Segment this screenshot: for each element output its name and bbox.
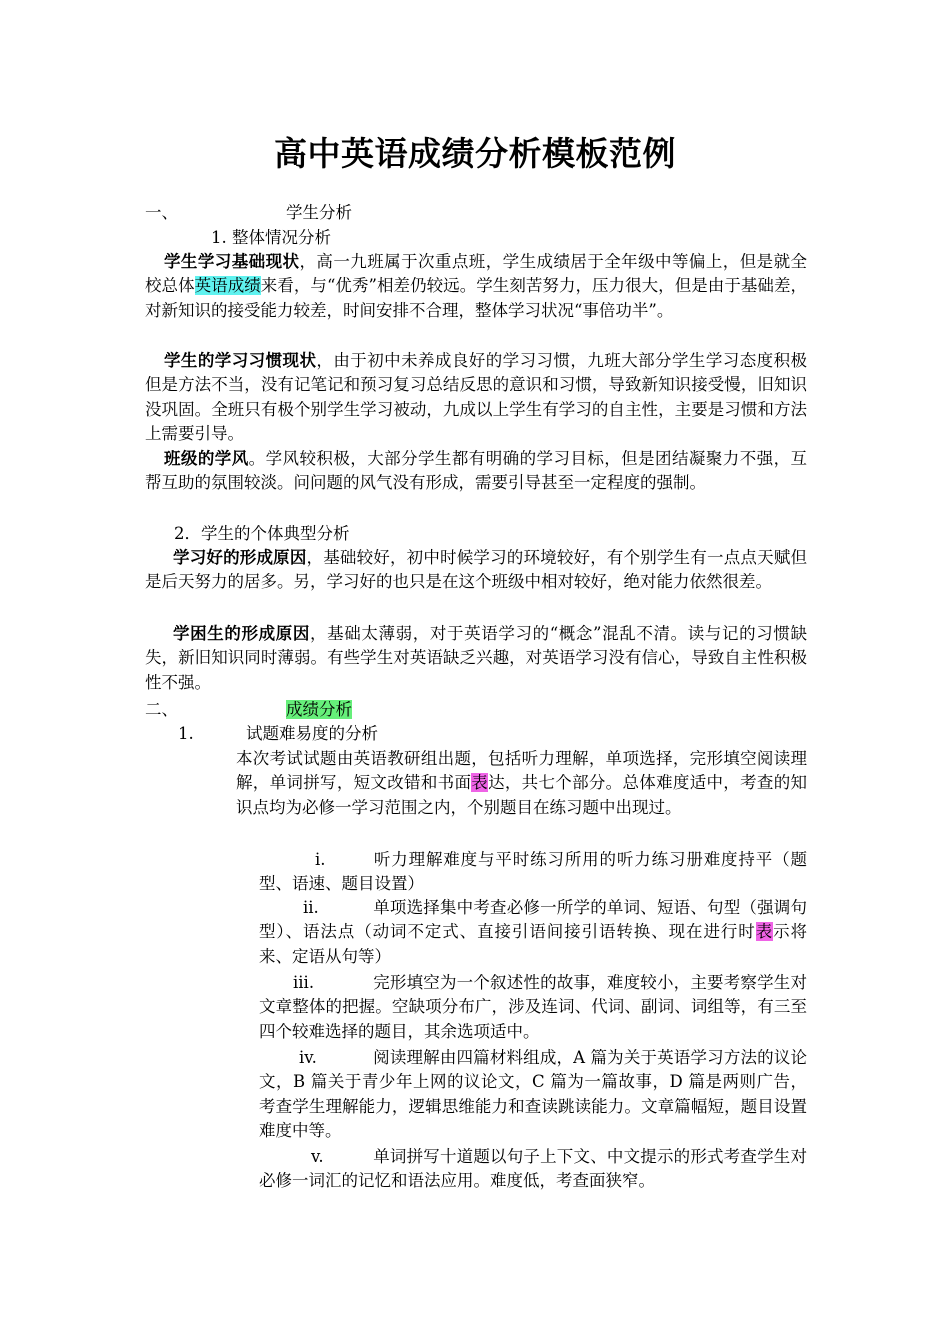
- section-2-sub-1-label: 试题难易度的分析: [246, 724, 378, 743]
- document-title: 高中英语成绩分析模板范例: [274, 134, 676, 173]
- paragraph-class-atmosphere: 班级的学风。学风较积极，大部分学生都有明确的学习目标，但是团结凝聚力不强，互帮互助的氛围较淡。问问题的风气没有形成，需要引导甚至一定程度的强制。: [145, 449, 808, 493]
- lead-class-atmosphere: 班级的学风: [164, 449, 249, 468]
- paragraph-exam-intro: 本次考试试题由英语教研组出题，包括听力理解，单项选择，完形填空阅读理解，单词拼写，短文改错和书面表达，共七个部分。总体难度适中，考查的知识点均为必修一学习范围之内，个别题目在练习题中出现过。: [236, 749, 808, 817]
- section-2-heading: 成绩分析: [286, 700, 352, 719]
- section-1-sub-1-label: 1. 整体情况分析: [211, 228, 331, 247]
- list-item-spelling: v. 单词拼写十道题以句子上下文、中文提示的形式考查学生对必修一词汇的记忆和语法应用。难度低，考查面狭窄。: [259, 1147, 807, 1191]
- section-2-sub-1-number: 1.: [178, 724, 194, 743]
- lead-struggling-students: 学困生的形成原因: [173, 624, 310, 643]
- paragraph-basis-status: 学生学习基础现状，高一九班属于次重点班，学生成绩居于全年级中等偏上，但是就全校总体英语成绩来看，与“优秀”相差仍较远。学生刻苦努力，压力很大，但是由于基础差，对新知识的接受能力较差，时间安排不合理，整体学习状况“事倍功半”。: [145, 252, 808, 320]
- lead-good-students: 学习好的形成原因: [173, 548, 307, 567]
- lead-study-habits: 学生的学习习惯现状: [164, 351, 317, 370]
- paragraph-good-students: 学习好的形成原因，基础较好，初中时候学习的环境较好，有个别学生有一点点天赋但是后天努力的居多。另，学习好的也只是在这个班级中相对较好，绝对能力依然很差。: [145, 548, 808, 592]
- paragraph-study-habits: 学生的学习习惯现状，由于初中未养成良好的学习习惯，九班大部分学生学习态度积极但是方法不当，没有记笔记和预习复习总结反思的意识和习惯，导致新知识接受慢，旧知识没巩固。全班只有极个别学生学习被动，九成以上学生有学习的自主性，主要是习惯和方法上需要引导。: [145, 351, 808, 444]
- highlight-english-score: 英语成绩: [194, 276, 261, 296]
- paragraph-struggling-students: 学困生的形成原因，基础太薄弱，对于英语学习的“概念”混乱不清。读与记的习惯缺失，新旧知识同时薄弱。有些学生对英语缺乏兴趣，对英语学习没有信心，导致自主性积极性不强。: [145, 624, 807, 692]
- list-item-reading: iv. 阅读理解由四篇材料组成，A 篇为关于英语学习方法的议论文，B 篇关于青少年上网的议论文，C 篇为一篇故事，D 篇是两则广告，考查学生理解能力，逻辑思维能力和查读跳读能力。文章篇幅短，题目设置难度中等。: [259, 1048, 807, 1141]
- section-1-sub-2-label: 2．学生的个体典型分析: [174, 524, 350, 543]
- highlight-biao-1: 表: [471, 773, 489, 793]
- section-2-number: 二、: [145, 700, 178, 719]
- list-item-listening: i. 听力理解难度与平时练习所用的听力练习册难度持平（题型、语速、题目设置）: [259, 850, 807, 894]
- highlight-biao-2: 表: [755, 922, 774, 942]
- lead-basis-status: 学生学习基础现状: [164, 252, 300, 271]
- section-1-number: 一、: [145, 203, 178, 222]
- list-item-cloze: iii. 完形填空为一个叙述性的故事，难度较小，主要考察学生对文章整体的把握。空缺项分布广，涉及连词、代词、副词、词组等，有三至四个较难选择的题目，其余选项适中。: [259, 973, 807, 1041]
- section-1-heading: 学生分析: [286, 203, 352, 222]
- list-item-single-choice: ii. 单项选择集中考查必修一所学的单词、短语、句型（强调句型）、语法点（动词不定式、直接引语间接引语转换、现在进行时表示将来、定语从句等）: [259, 898, 808, 966]
